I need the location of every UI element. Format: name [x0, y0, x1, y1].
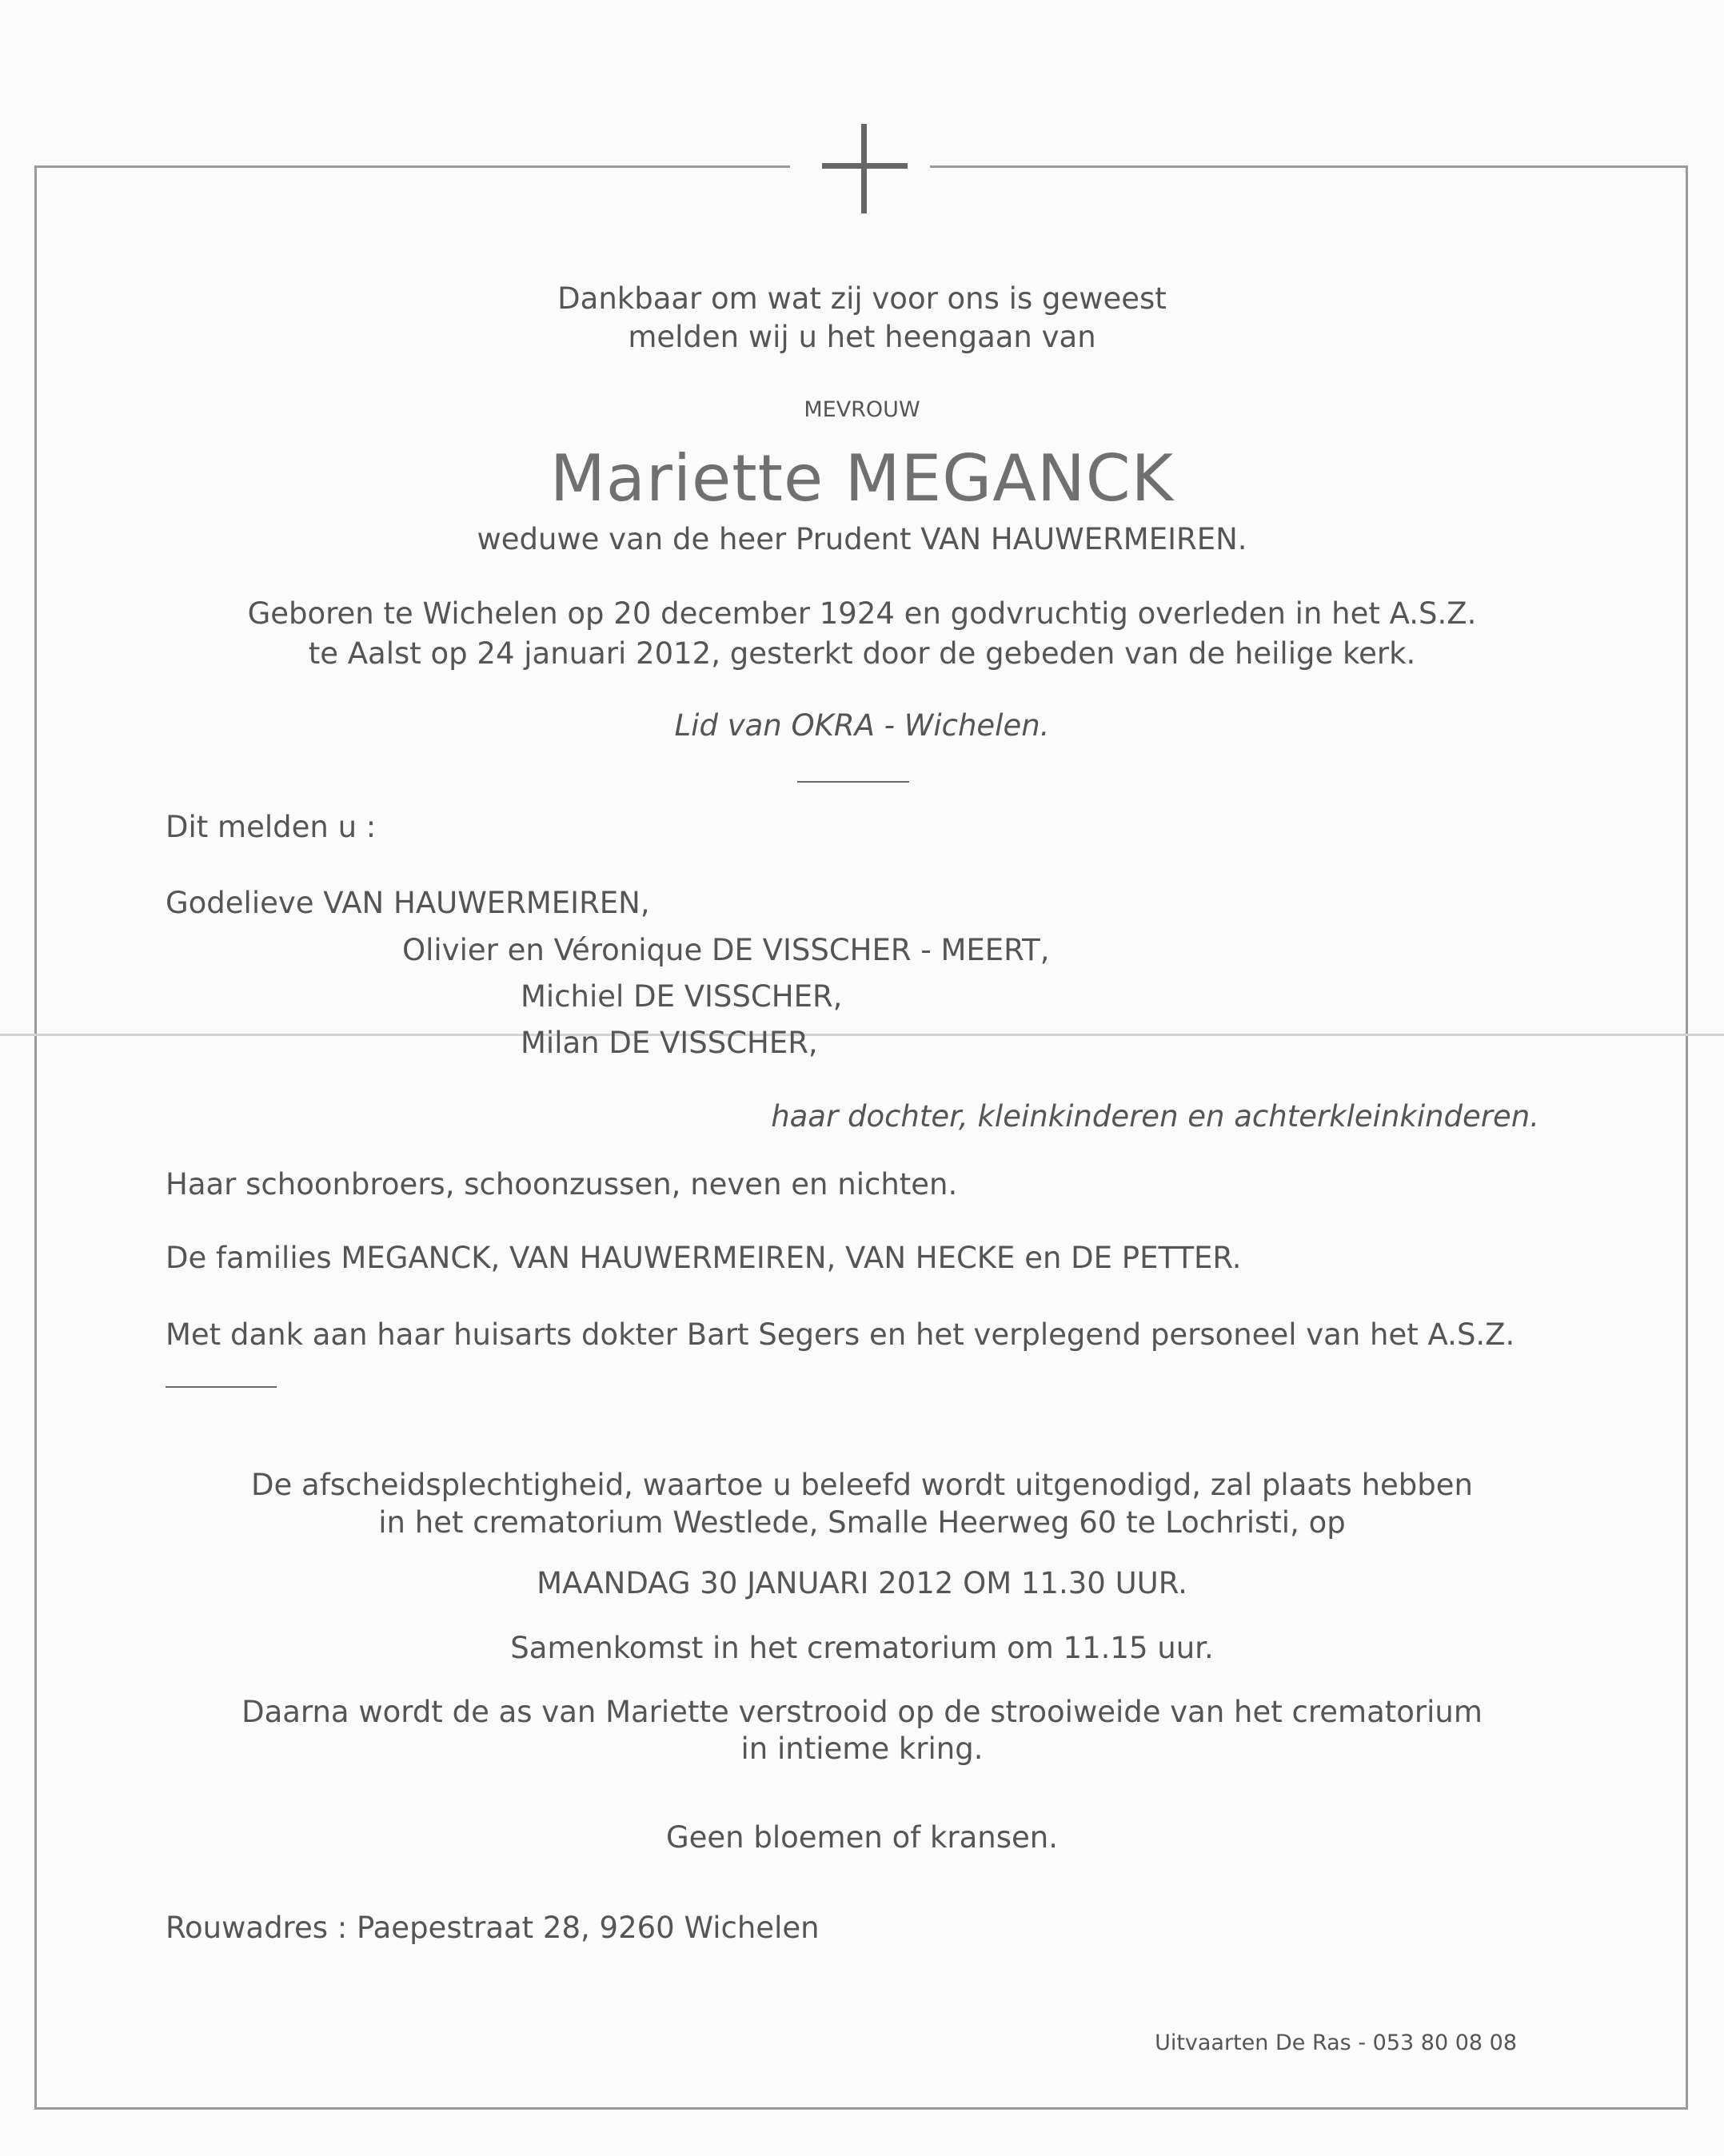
ceremony-ashes-line-2: in intieme kring.: [740, 1732, 984, 1766]
announcers-heading: Dit melden u :: [166, 810, 377, 844]
announcer-name: Michiel DE VISSCHER,: [521, 979, 843, 1014]
intro-line-1: Dankbaar om wat zij voor ons is geweest: [557, 281, 1167, 316]
deceased-name: Mariette MEGANCK: [549, 441, 1175, 516]
deceased-spouse: weduwe van de heer Prudent VAN HAUWERMEIREN.: [477, 522, 1247, 556]
undertaker-credit: Uitvaarten De Ras - 053 80 08 08: [1155, 2030, 1517, 2055]
birth-death-line-1: Geboren te Wichelen op 20 december 1924 en godvruchtig overleden in het A.S.Z.: [247, 596, 1477, 631]
announcers-other: Haar schoonbroers, schoonzussen, neven en nichten.: [166, 1167, 958, 1202]
divider-short-2: [166, 1386, 277, 1388]
frame-top-right: [930, 165, 1688, 168]
ceremony-no-flowers: Geen bloemen of kransen.: [665, 1820, 1059, 1855]
ceremony-ashes-line-1: Daarna wordt de as van Mariette verstrooid op de strooiweide van het crematorium: [241, 1695, 1483, 1729]
paper-fold: [0, 1034, 1724, 1036]
announcers-relation: haar dochter, kleinkinderen en achterkleinkinderen.: [771, 1099, 1539, 1134]
frame-top-left: [34, 165, 790, 168]
ceremony-datetime: MAANDAG 30 JANUARI 2012 OM 11.30 UUR.: [537, 1566, 1187, 1600]
announcers-other: De families MEGANCK, VAN HAUWERMEIREN, VAN HECKE en DE PETTER.: [166, 1241, 1242, 1275]
announcer-name: Olivier en Véronique DE VISSCHER - MEERT,: [402, 933, 1050, 967]
announcer-name: Milan DE VISSCHER,: [521, 1026, 818, 1060]
ceremony-line-1: De afscheidsplechtigheid, waartoe u beleefd wordt uitgenodigd, zal plaats hebben: [251, 1468, 1473, 1502]
announcer-name: Godelieve VAN HAUWERMEIREN,: [166, 886, 650, 920]
funeral-address: Rouwadres : Paepestraat 28, 9260 Wichelen: [166, 1911, 820, 1945]
announcers-other: Met dank aan haar huisarts dokter Bart Segers en het verplegend personeel van het A.S.Z.: [166, 1317, 1515, 1352]
intro-line-2: melden wij u het heengaan van: [628, 320, 1096, 354]
deceased-title: MEVROUW: [804, 397, 920, 422]
divider-short-1: [797, 781, 909, 783]
birth-death-line-2: te Aalst op 24 januari 2012, gesterkt door de gebeden van de heilige kerk.: [308, 636, 1416, 671]
membership: Lid van OKRA - Wichelen.: [674, 708, 1050, 743]
frame-bottom: [34, 2107, 1688, 2110]
ceremony-gathering: Samenkomst in het crematorium om 11.15 uur.: [510, 1631, 1214, 1665]
ceremony-line-2: in het crematorium Westlede, Smalle Heerweg 60 te Lochristi, op: [378, 1505, 1346, 1540]
